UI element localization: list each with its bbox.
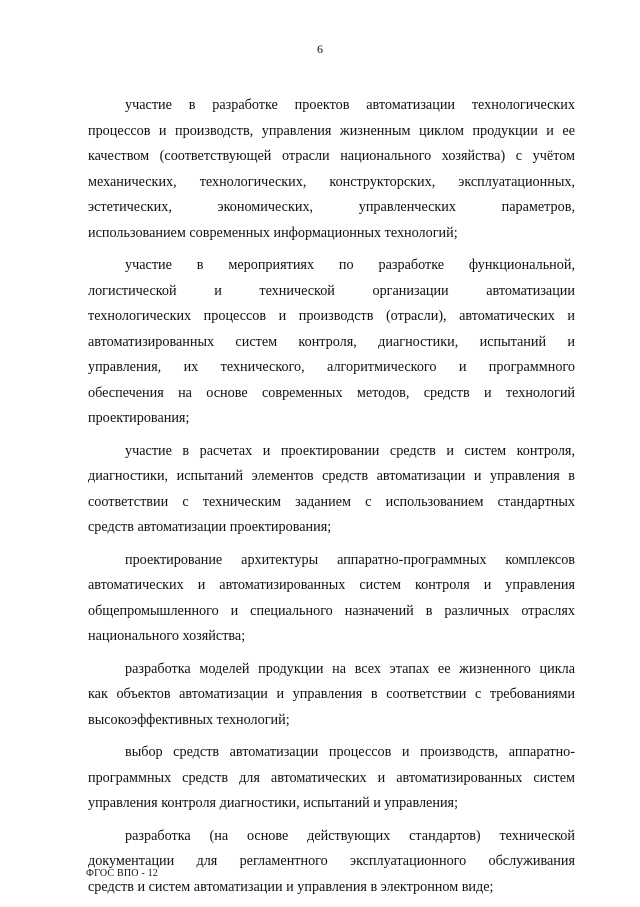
text-line: разработка (на основе действующих стандартов) технической (125, 827, 575, 844)
text-line: качеством (соответствующей отрасли национального хозяйства) с учётом (88, 148, 575, 164)
text-line: соответствии с техническим заданием с использованием стандартных (88, 493, 575, 510)
paragraph (88, 740, 575, 817)
text-line: автоматизированных систем контроля, диагностики, испытаний и (88, 333, 575, 350)
text-line: эстетических, экономических, управленческих параметров, (88, 199, 575, 215)
paragraph (88, 439, 575, 541)
paragraph (88, 253, 575, 432)
text-line: средств и систем автоматизации и управления в электронном виде; (88, 878, 494, 895)
paragraph (88, 657, 575, 734)
paragraph (88, 93, 575, 246)
text-line: логистической и технической организации автоматизации (88, 282, 575, 299)
text-line: национального хозяйства; (88, 628, 246, 644)
text-line: обеспечения на основе современных методов, средств и технологий (88, 384, 575, 401)
text-line: диагностики, испытаний элементов средств автоматизации и управления в (88, 468, 575, 484)
text-line: использованием современных информационных технологий; (88, 224, 458, 241)
text-line: автоматических и автоматизированных систем контроля и управления (88, 577, 575, 593)
paragraph (88, 824, 575, 901)
text-line: программных средств для автоматических и автоматизированных систем (88, 769, 575, 786)
document-body (88, 93, 575, 907)
page-number: 6 (317, 42, 323, 56)
text-line: проектирования; (88, 410, 190, 426)
footer-document-code: ФГОС ВПО - 12 (86, 868, 158, 879)
text-line: как объектов автоматизации и управления в соответствии с требованиями (88, 686, 575, 702)
text-line: участие в разработке проектов автоматизации технологических (125, 97, 575, 113)
text-line: разработка моделей продукции на всех этапах ее жизненного цикла (125, 660, 575, 677)
text-line: технологических процессов и производств (отрасли), автоматических и (88, 308, 575, 324)
text-line: проектирование архитектуры аппаратно-программных комплексов (125, 551, 575, 568)
text-line: общепромышленного и специального назначений в различных отраслях (88, 602, 575, 619)
text-line: механических, технологических, конструкторских, эксплуатационных, (88, 173, 575, 190)
text-line: управления, их технического, алгоритмического и программного (88, 359, 575, 375)
paragraph (88, 548, 575, 650)
text-line: участие в расчетах и проектировании средств и систем контроля, (125, 442, 575, 459)
text-line: документации для регламентного эксплуатационного обслуживания (88, 853, 575, 869)
text-line: выбор средств автоматизации процессов и производств, аппаратно- (125, 744, 575, 760)
text-line: участие в мероприятиях по разработке функциональной, (125, 257, 575, 273)
text-line: управления контроля диагностики, испытаний и управления; (88, 795, 459, 811)
text-line: процессов и производств, управления жизненным циклом продукции и ее (88, 122, 575, 139)
text-line: высокоэффективных технологий; (88, 711, 290, 728)
text-line: средств автоматизации проектирования; (88, 519, 332, 535)
